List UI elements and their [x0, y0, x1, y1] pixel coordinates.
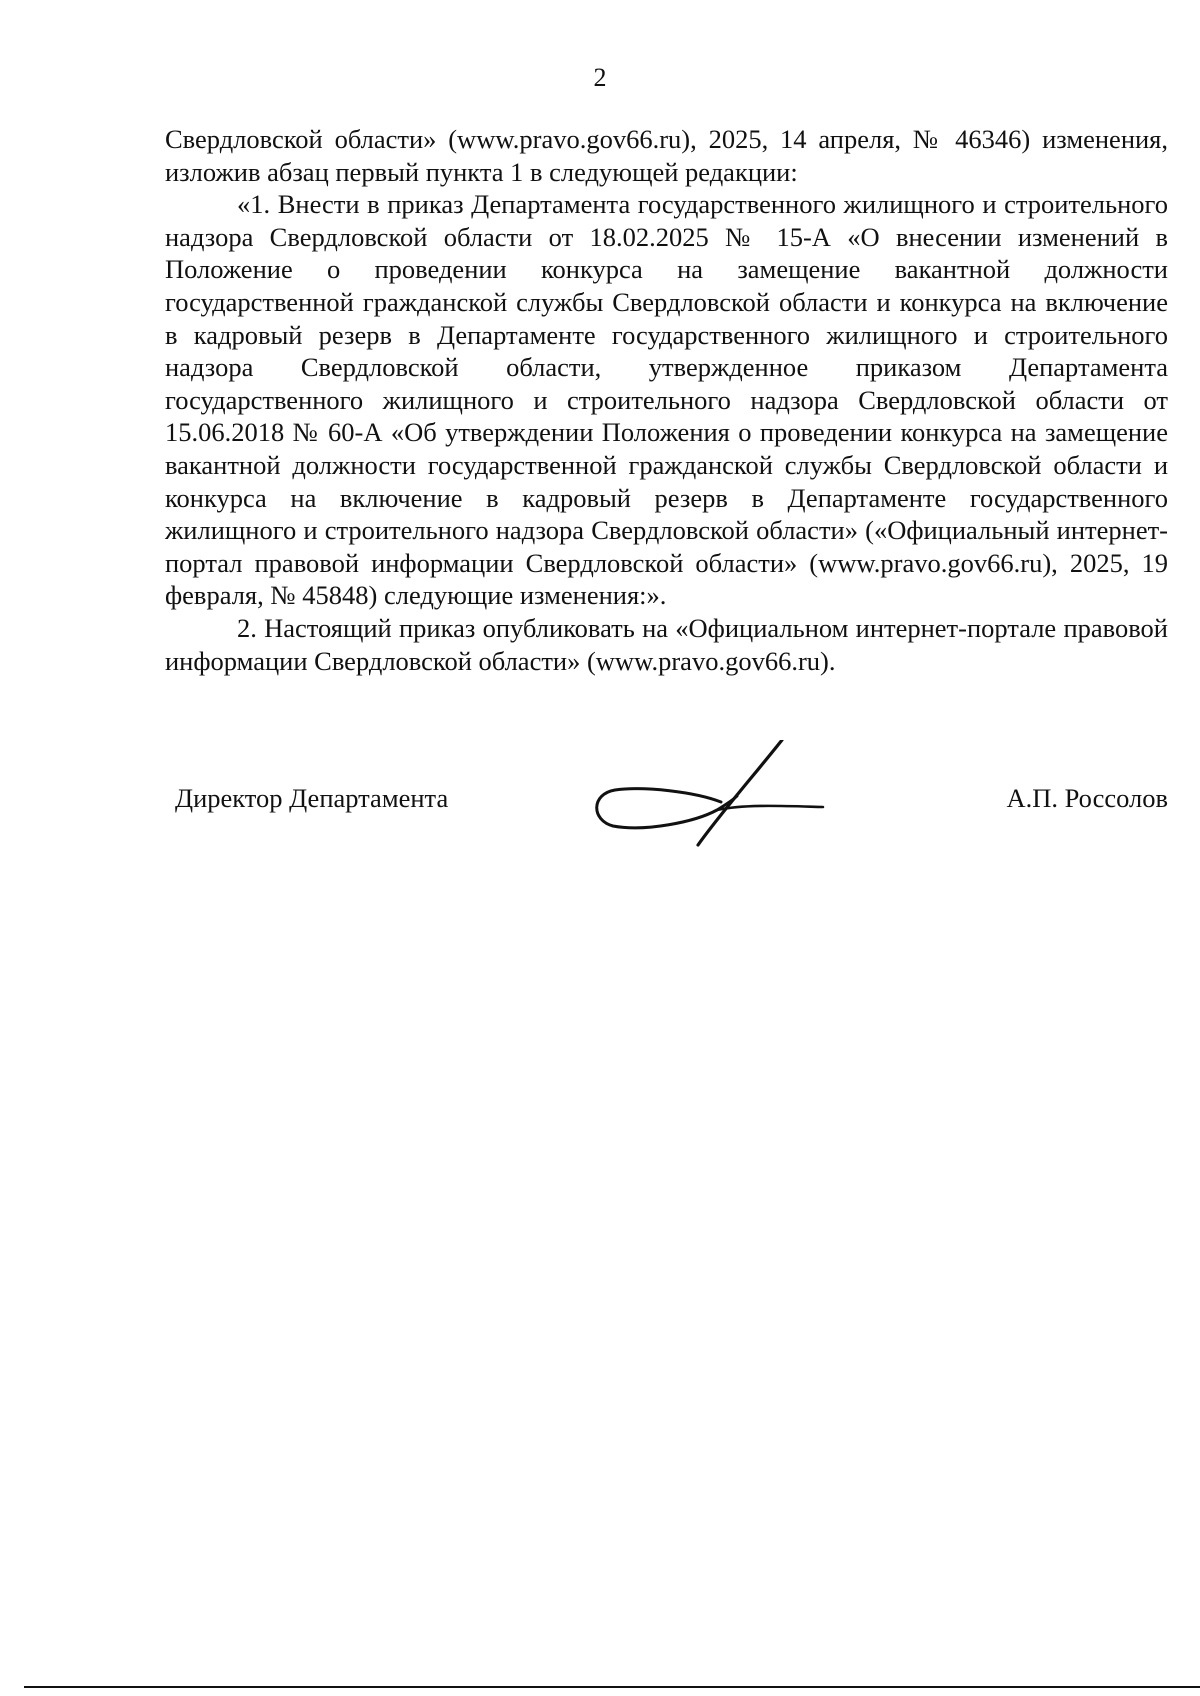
signature-block [165, 740, 1168, 850]
signatory-name: А.П. Россолов [1006, 783, 1168, 813]
bottom-rule [24, 1686, 1200, 1688]
page-number: 2 [593, 63, 607, 92]
paragraph-item-2: 2. Настоящий приказ опубликовать на «Официальном интернет-портале правовой информации Свердловской области» (www.pravo.gov66.ru). [165, 612, 1168, 676]
signatory-title: Директор Департамента [175, 783, 449, 813]
handwritten-signature [585, 740, 835, 850]
paragraph-continuation: Свердловской области» (www.pravo.gov66.ru), 2025, 14 апреля, № 46346) изменения, изложив абзац первый пункта 1 в следующей редакции: [165, 124, 1168, 187]
document-body [165, 123, 1168, 677]
paragraph-item-1: «1. Внести в приказ Департамента государственного жилищного и строительного надзора Свердловской области от 18.02.2025 № 15-А «О внесении изменений в Положение о проведении конкурса на замещение вакантной должности государственной гражданской службы Свердловской области и конкурса на включение в кадровый резерв в Департаменте государственного жилищного и строительного надзора Свердловской области, утвержденное приказом Департамента государственного жилищного и строительного надзора Свердловской области от 15.06.2018 № 60-А «Об утверждении Положения о проведении конкурса на замещение вакантной должности государственной гражданской службы Свердловской области и конкурса на включение в кадровый резерв в Департаменте государственного жилищного и строительного надзора Свердловской области» («Официальный интернет-портал правовой информации Свердловской области» (www.pravo.gov66.ru), 2025, 19 февраля, № 45848) следующие изменения:». [165, 189, 1168, 611]
